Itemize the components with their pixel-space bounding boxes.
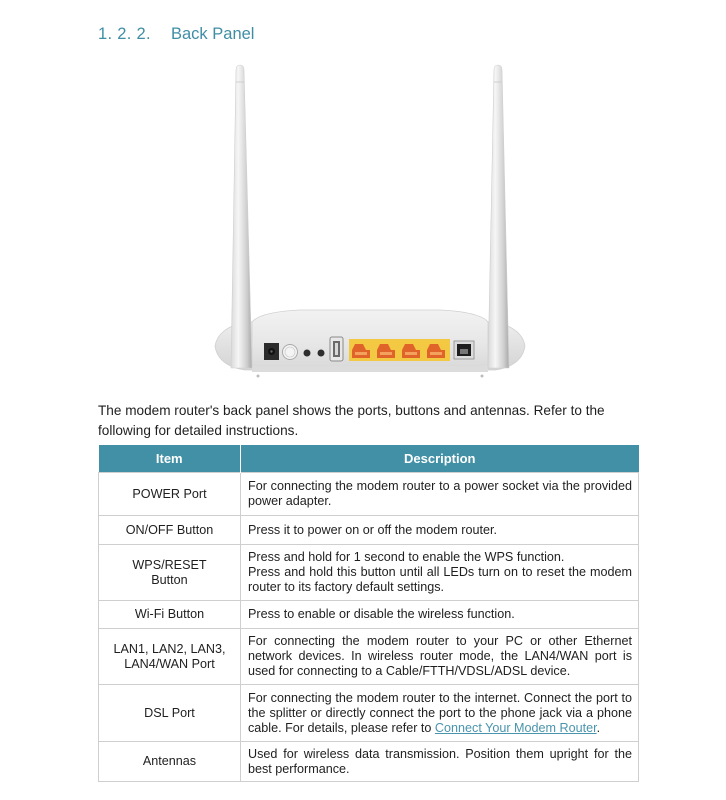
usb-port [330,337,343,361]
description-line: Press and hold for 1 second to enable the WPS function. [248,550,565,564]
description-cell [241,545,639,601]
item-cell: ON/OFF Button [99,516,241,545]
table-row [99,629,639,685]
description-line: Press and hold this button until all LEDs turn on to reset the modem router to its factory default settings. [248,565,632,594]
back-panel-table [98,445,639,782]
power-port [264,343,279,360]
table-row [99,516,639,545]
lan-ports [349,339,450,361]
on-off-button [283,345,298,360]
item-cell: WPS/RESET Button [99,545,241,601]
description-cell: For connecting the modem router to a power socket via the provided power adapter. [241,473,639,516]
table-row [99,473,639,516]
item-cell: LAN1, LAN2, LAN3, LAN4/WAN Port [99,629,241,685]
section-heading [98,25,254,44]
antenna-right [488,65,509,368]
connect-your-modem-router-link[interactable]: Connect Your Modem Router [434,720,597,735]
table-row [99,545,639,601]
column-header-description: Description [241,445,639,473]
column-header-item: Item [99,445,241,473]
table-row [99,685,639,742]
table-row [99,601,639,629]
item-cell: POWER Port [99,473,241,516]
item-cell: DSL Port [99,685,241,742]
description-text: For connecting the modem router to the internet. Connect the port to the splitter or directly connect the port to the phone jack via a phone cable. For details, please refer to [248,690,632,735]
description-cell [241,685,639,742]
table-row [99,742,639,782]
description-cell: Press to enable or disable the wireless function. [241,601,639,629]
router-back-panel-image [200,60,530,390]
intro-paragraph: The modem router's back panel shows the ports, buttons and antennas. Refer to the following for detailed instructions. [98,403,605,438]
wifi-button [318,350,325,357]
description-cell: For connecting the modem router to your PC or other Ethernet network devices. In wireless router mode, the LAN4/WAN port is used for connecting to a Cable/FTTH/VDSL/ADSL device. [241,629,639,685]
section-number: 1. 2. 2. [98,25,151,43]
description-text: . [596,720,601,735]
dsl-port [454,341,474,359]
wps-reset-button [304,350,311,357]
item-cell: Antennas [99,742,241,782]
description-cell: Press it to power on or off the modem router. [241,516,639,545]
antenna-left [231,65,252,368]
item-cell: Wi-Fi Button [99,601,241,629]
description-cell: Used for wireless data transmission. Position them upright for the best performance. [241,742,639,782]
section-title: Back Panel [171,25,255,43]
